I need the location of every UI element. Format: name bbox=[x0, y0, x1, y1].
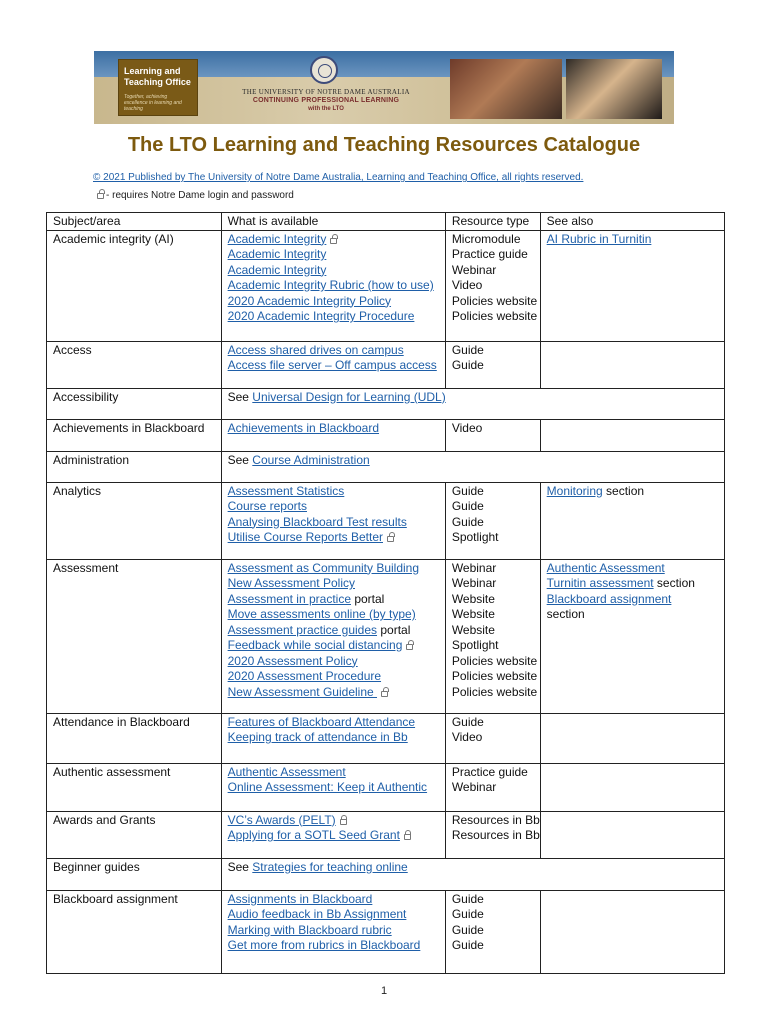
available-cell bbox=[221, 341, 445, 388]
resource-link[interactable]: Feedback while social distancing bbox=[227, 638, 403, 652]
resource-type: Resources in Bb bbox=[451, 828, 540, 842]
table-row bbox=[47, 230, 725, 341]
resource-item bbox=[228, 715, 439, 731]
see-also-cell bbox=[540, 763, 724, 811]
resource-type: Resources in Bb bbox=[451, 812, 540, 827]
see-also-cell bbox=[540, 482, 724, 559]
span-cell bbox=[221, 858, 724, 890]
header-see-also: See also bbox=[540, 213, 724, 231]
see-also-cell bbox=[540, 890, 724, 973]
resource-type: Website bbox=[451, 591, 495, 606]
see-prefix: See bbox=[227, 389, 253, 404]
resource-type: Policies website bbox=[451, 309, 538, 323]
subject-cell: Achievements in Blackboard bbox=[47, 419, 222, 451]
see-also-suffix: section bbox=[653, 576, 695, 590]
resource-type: Website bbox=[451, 622, 495, 637]
resource-item bbox=[228, 358, 439, 374]
resources-table bbox=[46, 212, 725, 974]
page-title: The LTO Learning and Teaching Resources Catalogue bbox=[127, 134, 641, 156]
span-cell bbox=[221, 388, 724, 419]
type-cell bbox=[445, 230, 540, 341]
resource-link[interactable]: Academic Integrity Rubric (how to use) bbox=[227, 278, 434, 292]
resource-link[interactable]: Move assessments online (by type) bbox=[227, 607, 416, 621]
resource-type: Spotlight bbox=[451, 638, 499, 652]
table-header-row bbox=[47, 213, 725, 231]
resource-item bbox=[228, 592, 439, 608]
resource-link[interactable]: 2020 Assessment Procedure bbox=[227, 669, 382, 683]
type-cell bbox=[445, 811, 540, 858]
header-banner bbox=[94, 51, 674, 124]
resource-link[interactable]: Access shared drives on campus bbox=[227, 342, 404, 357]
see-also-cell bbox=[540, 559, 724, 713]
resource-type: Webinar bbox=[451, 262, 497, 277]
resource-link[interactable]: Features of Blackboard Attendance bbox=[227, 714, 416, 729]
resource-link[interactable]: Applying for a SOTL Seed Grant bbox=[227, 828, 400, 842]
resource-item bbox=[228, 669, 439, 685]
header-available: What is available bbox=[221, 213, 445, 231]
subject-cell: Blackboard assignment bbox=[47, 890, 222, 973]
resource-suffix: portal bbox=[351, 591, 385, 606]
resource-link[interactable]: Assessment Statistics bbox=[227, 483, 345, 498]
resource-link[interactable]: Academic Integrity bbox=[227, 247, 327, 261]
available-cell bbox=[221, 890, 445, 973]
banner-with: with the LTO bbox=[308, 106, 344, 112]
see-also-item bbox=[547, 232, 718, 248]
resource-link[interactable]: Assessment as Community Building bbox=[227, 560, 420, 575]
type-cell bbox=[445, 890, 540, 973]
available-cell bbox=[221, 419, 445, 451]
table-row bbox=[47, 341, 725, 388]
see-also-cell bbox=[540, 811, 724, 858]
resource-type: Policies website bbox=[451, 669, 538, 683]
resource-type: Practice guide bbox=[451, 247, 528, 261]
available-cell bbox=[221, 230, 445, 341]
type-cell bbox=[445, 763, 540, 811]
table-row bbox=[47, 419, 725, 451]
resource-type: Guide bbox=[451, 714, 484, 729]
resource-type: Video bbox=[451, 730, 483, 744]
resource-item bbox=[228, 654, 439, 670]
type-cell bbox=[445, 419, 540, 451]
resource-item bbox=[228, 263, 439, 279]
table-row bbox=[47, 811, 725, 858]
resource-item bbox=[228, 638, 439, 654]
subject-cell: Authentic assessment bbox=[47, 763, 222, 811]
table-row bbox=[47, 858, 725, 890]
see-also-cell bbox=[540, 230, 724, 341]
resource-link[interactable]: 2020 Academic Integrity Policy bbox=[227, 293, 392, 308]
resource-type: Webinar bbox=[451, 780, 497, 794]
resource-link[interactable]: VC’s Awards (PELT) bbox=[227, 812, 336, 827]
resource-type: Policies website bbox=[451, 653, 538, 668]
available-cell bbox=[221, 763, 445, 811]
resource-type: Guide bbox=[451, 891, 484, 906]
resource-type: Guide bbox=[451, 358, 484, 372]
see-also-link[interactable]: Turnitin assessment bbox=[546, 576, 654, 590]
resource-type: Website bbox=[451, 607, 495, 621]
resource-link[interactable]: New Assessment Guideline bbox=[227, 684, 378, 699]
resource-item bbox=[228, 623, 439, 639]
resource-type: Guide bbox=[451, 938, 484, 952]
table-row bbox=[47, 482, 725, 559]
see-also-cell bbox=[540, 419, 724, 451]
resource-item bbox=[228, 576, 439, 592]
lock-icon bbox=[406, 644, 413, 650]
university-crest-icon bbox=[310, 56, 338, 84]
resource-link[interactable]: Assignments in Blackboard bbox=[227, 891, 373, 906]
available-cell bbox=[221, 482, 445, 559]
resource-type: Policies website bbox=[451, 293, 538, 308]
resource-type: Guide bbox=[451, 922, 484, 937]
lto-logo bbox=[118, 59, 198, 116]
resource-link[interactable]: Online Assessment: Keep it Authentic bbox=[227, 780, 428, 794]
resource-item bbox=[228, 765, 439, 781]
resource-item bbox=[228, 938, 439, 954]
see-also-item bbox=[547, 561, 718, 577]
lock-icon bbox=[387, 536, 394, 542]
resource-item bbox=[228, 421, 439, 437]
lock-icon bbox=[330, 238, 337, 244]
subject-cell: Assessment bbox=[47, 559, 222, 713]
resource-item bbox=[228, 780, 439, 796]
resource-item bbox=[228, 828, 439, 844]
lock-icon bbox=[340, 819, 347, 825]
resource-item bbox=[228, 813, 439, 829]
header-subject: Subject/area bbox=[47, 213, 222, 231]
resource-type: Guide bbox=[451, 342, 484, 357]
table-row bbox=[47, 451, 725, 482]
table-row bbox=[47, 388, 725, 419]
subject-cell: Administration bbox=[47, 451, 222, 482]
resource-link[interactable]: Audio feedback in Bb Assignment bbox=[227, 907, 407, 921]
resource-link[interactable]: Academic Integrity bbox=[227, 231, 327, 246]
lock-icon bbox=[381, 691, 388, 697]
resource-item bbox=[228, 343, 439, 359]
resource-link[interactable]: Achievements in Blackboard bbox=[227, 420, 380, 435]
see-also-item bbox=[547, 592, 718, 608]
span-cell bbox=[221, 451, 724, 482]
subject-cell: Awards and Grants bbox=[47, 811, 222, 858]
table-row bbox=[47, 713, 725, 763]
resource-item bbox=[228, 923, 439, 939]
resource-link[interactable]: 2020 Assessment Policy bbox=[227, 653, 358, 668]
resource-item bbox=[228, 232, 439, 248]
resource-link[interactable]: New Assessment Policy bbox=[227, 576, 355, 590]
resource-item bbox=[228, 607, 439, 623]
see-also-cell bbox=[540, 341, 724, 388]
resource-type: Guide bbox=[451, 907, 484, 921]
see-also-item bbox=[547, 607, 718, 623]
see-prefix: See bbox=[227, 452, 253, 467]
see-also-link[interactable]: Blackboard assignment bbox=[546, 591, 672, 606]
copyright-link[interactable]: © 2021 Published by The University of Notre Dame Australia, Learning and Teaching Office, all rights reserved. bbox=[93, 172, 584, 183]
lto-logo-tagline: Together, achieving excellence in learning and teaching bbox=[124, 94, 182, 112]
resource-link[interactable]: Get more from rubrics in Blackboard bbox=[227, 938, 421, 952]
resource-type: Practice guide bbox=[451, 764, 528, 779]
subject-cell: Beginner guides bbox=[47, 858, 222, 890]
resource-link[interactable]: Academic Integrity bbox=[227, 262, 327, 277]
resource-type: Video bbox=[451, 278, 483, 292]
resource-item bbox=[228, 309, 439, 325]
resource-item bbox=[228, 530, 439, 546]
resource-link[interactable]: Utilise Course Reports Better bbox=[227, 530, 383, 544]
lock-icon bbox=[97, 193, 104, 199]
resource-item bbox=[228, 907, 439, 923]
available-cell bbox=[221, 713, 445, 763]
resource-item bbox=[228, 515, 439, 531]
table-body bbox=[47, 230, 725, 973]
resource-link[interactable]: Assessment in practice bbox=[227, 591, 351, 606]
subject-cell: Academic integrity (AI) bbox=[47, 230, 222, 341]
see-also-item bbox=[547, 576, 718, 592]
subject-cell: Attendance in Blackboard bbox=[47, 713, 222, 763]
subject-cell: Analytics bbox=[47, 482, 222, 559]
resource-link[interactable]: Keeping track of attendance in Bb bbox=[227, 730, 408, 744]
see-also-link[interactable]: Monitoring bbox=[546, 483, 603, 498]
subject-cell: Access bbox=[47, 341, 222, 388]
resource-suffix: portal bbox=[377, 622, 411, 637]
resource-link[interactable]: Authentic Assessment bbox=[227, 764, 346, 779]
see-also-link[interactable]: AI Rubric in Turnitin bbox=[546, 231, 652, 246]
resource-link[interactable]: Marking with Blackboard rubric bbox=[227, 922, 392, 937]
banner-photo-staff bbox=[566, 59, 662, 119]
header-type: Resource type bbox=[445, 213, 540, 231]
resource-link[interactable]: 2020 Academic Integrity Procedure bbox=[227, 309, 415, 323]
banner-university: THE UNIVERSITY OF NOTRE DAME AUSTRALIA bbox=[242, 88, 410, 96]
resource-item bbox=[228, 247, 439, 263]
resource-type: Webinar bbox=[451, 560, 497, 575]
type-cell bbox=[445, 482, 540, 559]
lock-icon bbox=[404, 834, 411, 840]
see-link[interactable]: Course Administration bbox=[252, 452, 370, 467]
see-also-link[interactable]: Authentic Assessment bbox=[546, 560, 665, 575]
resource-type: Video bbox=[451, 420, 483, 435]
resource-type: Guide bbox=[451, 514, 484, 529]
type-cell bbox=[445, 713, 540, 763]
resource-item bbox=[228, 499, 439, 515]
banner-program: CONTINUING PROFESSIONAL LEARNING bbox=[252, 97, 400, 104]
available-cell bbox=[221, 559, 445, 713]
resource-type: Webinar bbox=[451, 576, 497, 590]
resource-type: Micromodule bbox=[451, 231, 521, 246]
resource-item bbox=[228, 294, 439, 310]
resource-item bbox=[228, 892, 439, 908]
table-row bbox=[47, 559, 725, 713]
resource-link[interactable]: Course reports bbox=[227, 499, 307, 513]
banner-photo-classroom bbox=[450, 59, 562, 119]
subject-cell: Accessibility bbox=[47, 388, 222, 419]
resource-link[interactable]: Assessment practice guides bbox=[227, 622, 378, 637]
resource-link[interactable]: Analysing Blackboard Test results bbox=[227, 514, 407, 529]
lto-logo-title: Learning and Teaching Office bbox=[124, 66, 191, 87]
lock-legend-text: - requires Notre Dame login and password bbox=[106, 190, 294, 201]
type-cell bbox=[445, 341, 540, 388]
resource-item bbox=[228, 730, 439, 746]
see-also-suffix: section bbox=[546, 607, 585, 621]
page-number: 1 bbox=[380, 985, 388, 997]
resource-link[interactable]: Access file server – Off campus access bbox=[227, 358, 437, 372]
see-also-cell bbox=[540, 713, 724, 763]
table-row bbox=[47, 890, 725, 973]
resource-type: Guide bbox=[451, 499, 484, 513]
resource-item bbox=[228, 561, 439, 577]
resource-item bbox=[228, 278, 439, 294]
resource-type: Policies website bbox=[451, 684, 538, 699]
lock-legend bbox=[93, 190, 294, 201]
resource-item bbox=[228, 685, 439, 701]
resource-item bbox=[228, 484, 439, 500]
see-prefix: See bbox=[227, 859, 253, 874]
resource-type: Spotlight bbox=[451, 530, 499, 544]
resource-type: Guide bbox=[451, 483, 484, 498]
see-link[interactable]: Universal Design for Learning (UDL) bbox=[252, 389, 446, 404]
see-also-item bbox=[547, 484, 718, 500]
see-also-suffix: section bbox=[602, 483, 645, 498]
table-row bbox=[47, 763, 725, 811]
available-cell bbox=[221, 811, 445, 858]
see-link[interactable]: Strategies for teaching online bbox=[252, 859, 408, 874]
type-cell bbox=[445, 559, 540, 713]
